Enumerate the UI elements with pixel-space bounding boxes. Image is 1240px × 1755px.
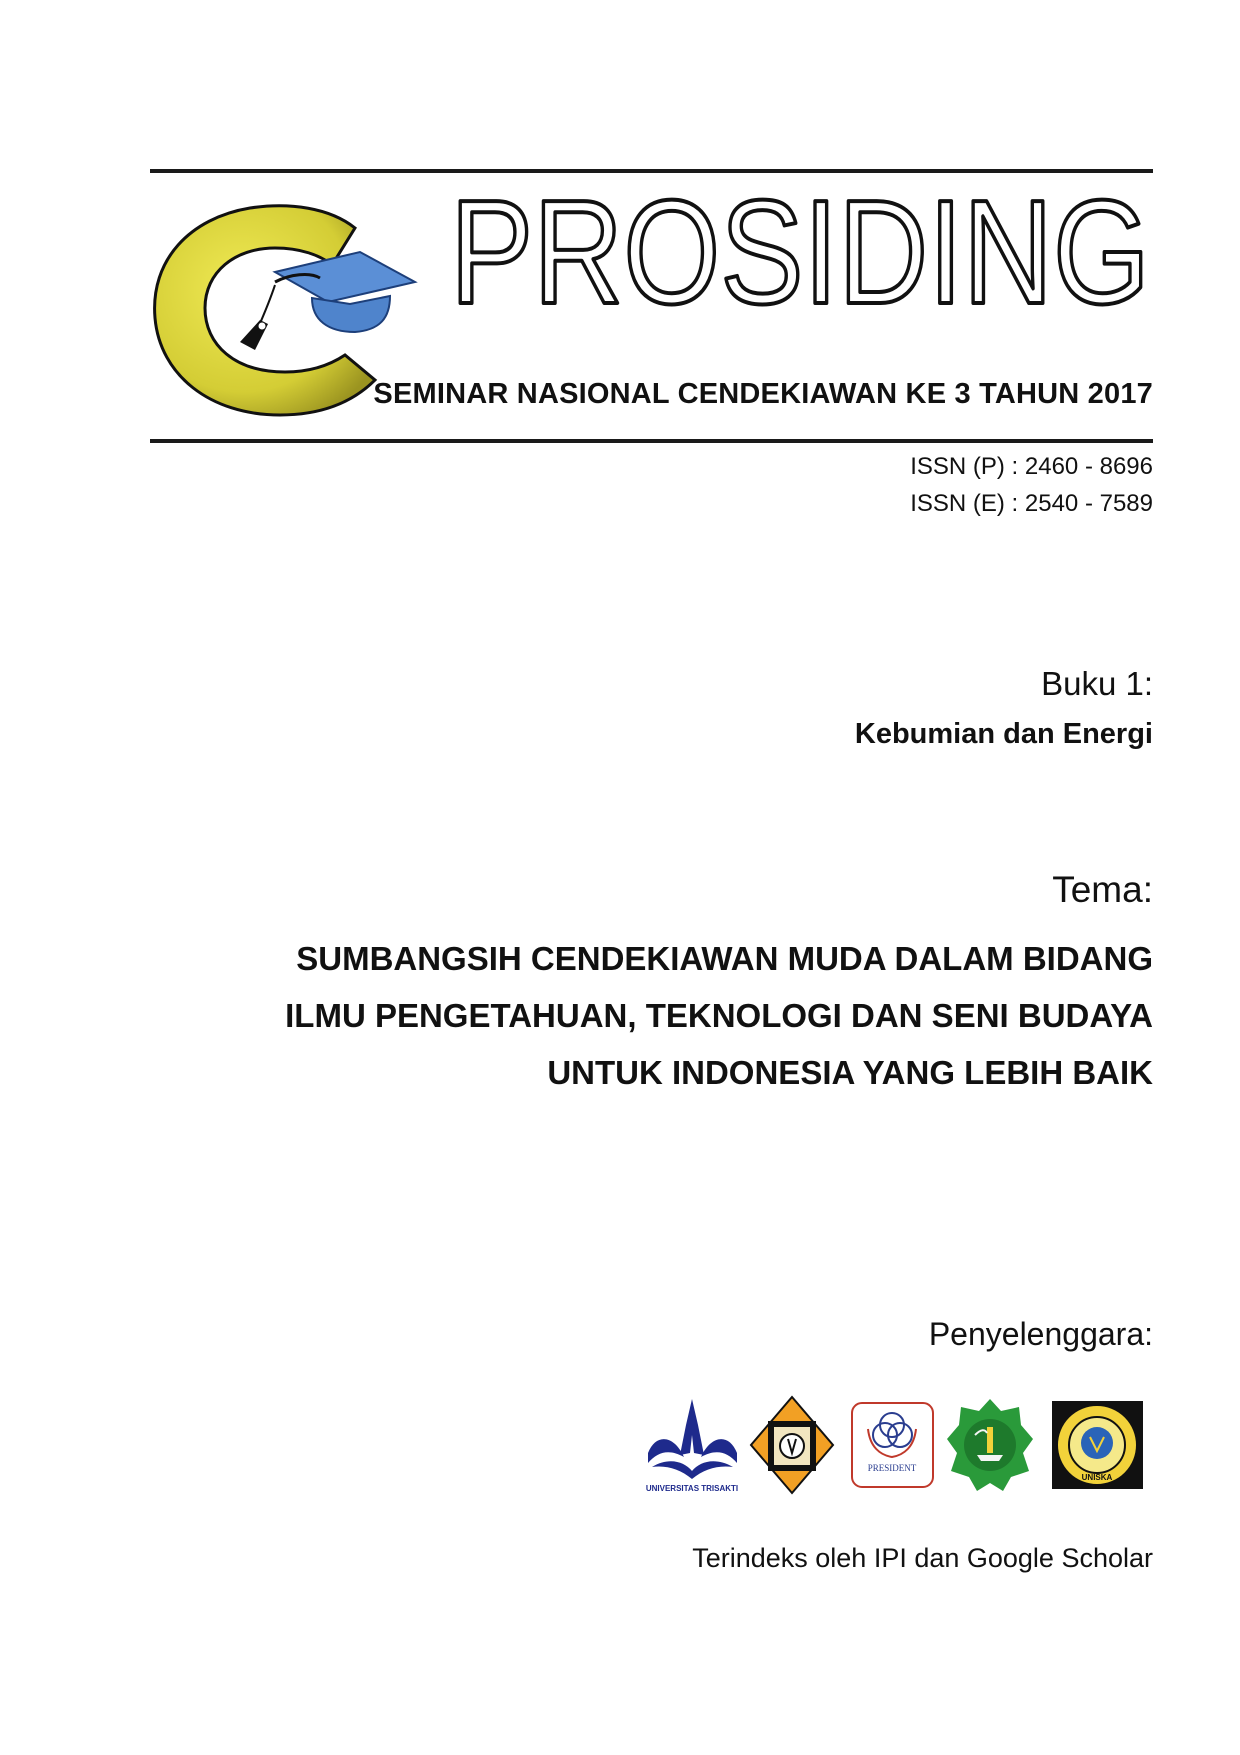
diamond-emblem-logo — [750, 1395, 835, 1495]
theme-line: SUMBANGSIH CENDEKIAWAN MUDA DALAM BIDANG — [296, 940, 1153, 977]
issn-print: ISSN (P) : 2460 - 8696 — [910, 453, 1153, 480]
book-label: Buku 1: — [1041, 665, 1153, 702]
president-label: PRESIDENT — [867, 1463, 917, 1473]
uniska-logo — [1050, 1395, 1145, 1495]
partner-logos — [640, 1395, 1153, 1495]
title-text: PROSIDING — [450, 170, 1150, 335]
indexed-note: Terindeks oleh IPI dan Google Scholar — [692, 1543, 1153, 1573]
theme-line: ILMU PENGETAHUAN, TEKNOLOGI DAN SENI BUDAYA — [285, 997, 1153, 1034]
theme-label: Tema: — [1052, 869, 1153, 910]
book-info — [855, 662, 1153, 754]
organizer-label: Penyelenggara: — [928, 1316, 1153, 1352]
uniska-label: UNISKA — [1081, 1473, 1113, 1482]
bottom-rule — [150, 439, 1153, 443]
theme-line: UNTUK INDONESIA YANG LEBIH BAIK — [547, 1054, 1153, 1091]
trisakti-logo — [640, 1395, 745, 1495]
book-topic: Kebumian dan Energi — [854, 718, 1153, 750]
green-crest-logo — [945, 1395, 1035, 1495]
trisakti-label: UNIVERSITAS TRISAKTI — [645, 1484, 739, 1493]
president-logo — [850, 1395, 935, 1495]
theme-text — [173, 930, 1153, 1101]
issn-block — [910, 448, 1153, 522]
prosiding-title — [438, 170, 1153, 335]
graduation-cap-icon — [240, 252, 415, 350]
issn-electronic: ISSN (E) : 2540 - 7589 — [910, 490, 1153, 517]
seminar-subtitle: SEMINAR NASIONAL CENDEKIAWAN KE 3 TAHUN 2017 — [373, 378, 1153, 410]
